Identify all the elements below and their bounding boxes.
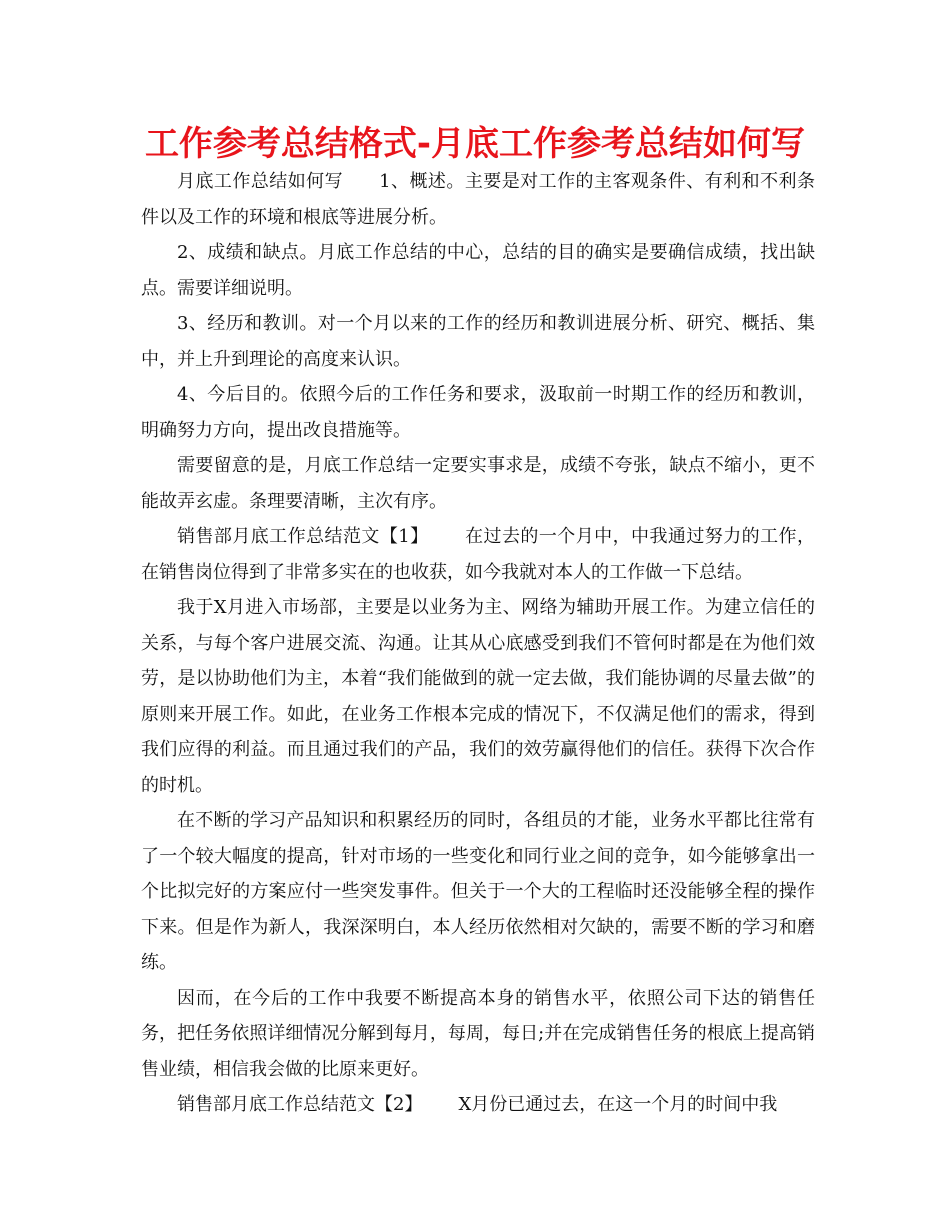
paragraph [141,590,815,803]
paragraph-text: 3、经历和教训。对一个月以来的工作的经历和教训进展分析、研究、概括、集中，并上升到理论的高度来认识。 [141,313,815,370]
paragraph [141,803,815,981]
paragraph [141,519,815,590]
paragraph-text: 我于X月进入市场部，主要是以业务为主、网络为辅助开展工作。为建立信任的关系，与每个客户进展交流、沟通。让其从心底感受到我们不管何时都是在为他们效劳，是以协助他们为主，本着“我们能做到的就一定去做，我们能协调的尽量去做”的原则来开展工作。如此，在业务工作根本完成的情况下，不仅满足他们的需求，得到我们应得的利益。而且通过我们的产品，我们的效劳赢得他们的信任。获得下次合作的时机。 [141,597,815,796]
paragraph-text: 因而，在今后的工作中我要不断提高本身的销售水平，依照公司下达的销售任务，把任务依照详细情况分解到每月，每周，每日;并在完成销售任务的根底上提高销售业绩，相信我会做的比原来更好。 [141,987,815,1080]
paragraph [141,306,815,377]
paragraph [141,164,815,235]
paragraph [141,448,815,519]
paragraph [141,235,815,306]
document-title: 工作参考总结格式-月底工作参考总结如何写 [144,124,806,164]
paragraph-text: 4、今后目的。依照今后的工作任务和要求，汲取前一时期工作的经历和教训，明确努力方向，提出改良措施等。 [141,384,815,441]
paragraph-text: 1、概述。主要是对工作的主客观条件、有利和不利条件以及工作的环境和根底等进展分析。 [141,171,815,228]
paragraph [141,1087,815,1123]
paragraph-text: 在不断的学习产品知识和积累经历的同时，各组员的才能，业务水平都比往常有了一个较大幅度的提高，针对市场的一些变化和同行业之间的竞争，如今能够拿出一个比拟完好的方案应付一些突发事件。但关于一个大的工程临时还没能够全程的操作下来。但是作为新人，我深深明白，本人经历依然相对欠缺的，需要不断的学习和磨练。 [141,810,815,973]
paragraph [141,377,815,448]
paragraph-lead: 月底工作总结如何写 [177,171,344,192]
paragraph [141,981,815,1088]
paragraph-lead: 销售部月底工作总结范文【1】 [177,526,429,547]
paragraph-text: 在过去的一个月中，中我通过努力的工作，在销售岗位得到了非常多实在的也收获，如今我就对本人的工作做一下总结。 [141,526,815,583]
paragraph-text: 2、成绩和缺点。月底工作总结的中心，总结的目的确实是要确信成绩，找出缺点。需要详细说明。 [141,242,815,299]
paragraph-lead: 销售部月底工作总结范文【2】 [177,1094,423,1115]
paragraph-text: X月份已通过去，在这一个月的时间中我 [458,1094,778,1115]
paragraph-text: 需要留意的是，月底工作总结一定要实事求是，成绩不夸张，缺点不缩小，更不能故弄玄虚。条理要清晰，主次有序。 [141,455,815,512]
document-body [141,164,815,1123]
